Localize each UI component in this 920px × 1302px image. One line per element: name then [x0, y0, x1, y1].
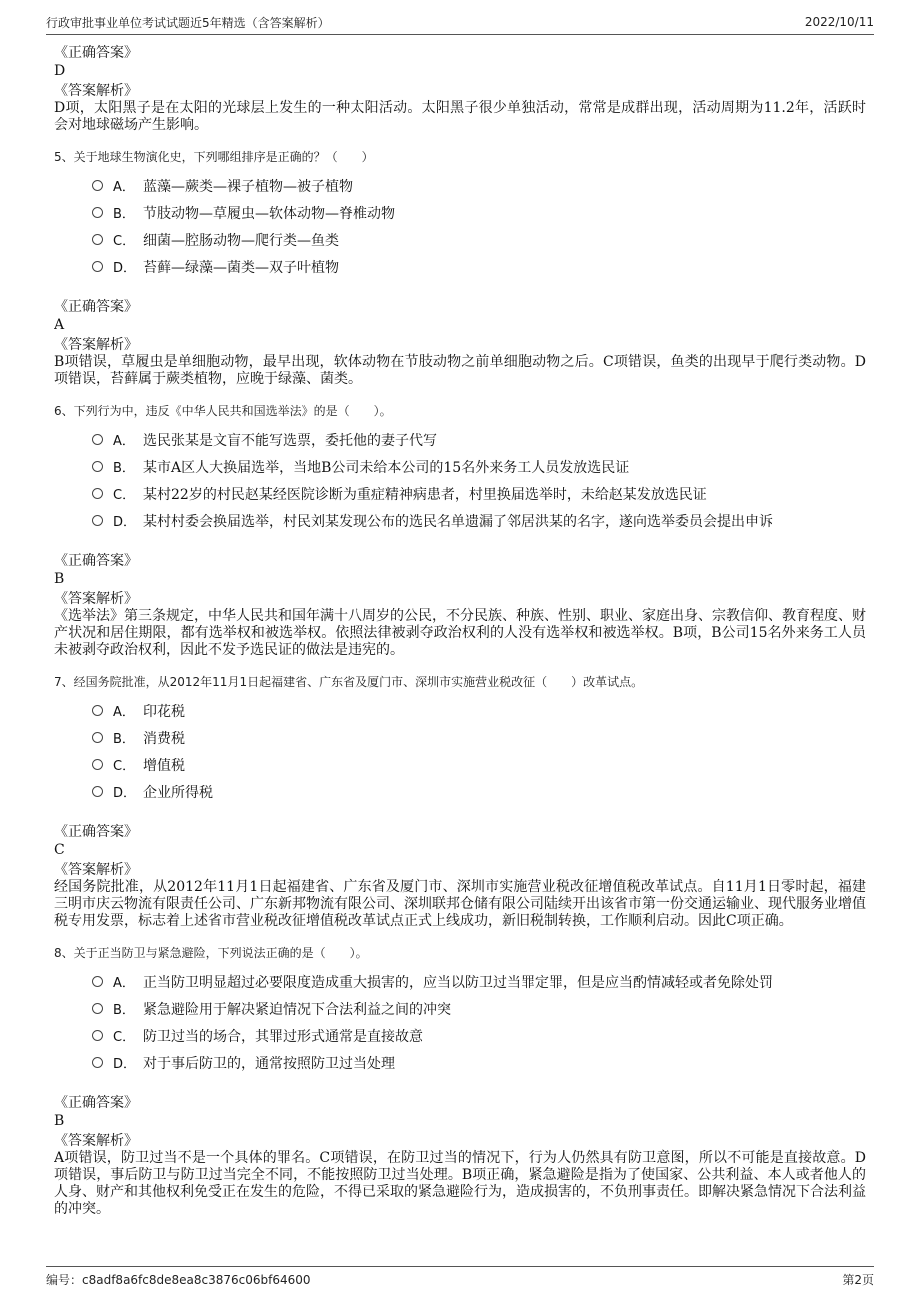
radio-icon[interactable]	[92, 976, 103, 987]
option-letter: B．	[113, 207, 135, 222]
option-text: 苔藓—绿藻—菌类—双子叶植物	[143, 259, 339, 276]
option-text: 紧急避险用于解决紧迫情况下合法利益之间的冲突	[143, 1001, 451, 1018]
correct-answer-label: 《正确答案》	[54, 553, 138, 569]
radio-icon[interactable]	[92, 261, 103, 272]
option-text: 正当防卫明显超过必要限度造成重大损害的，应当以防卫过当罪定罪，但是应当酌情减轻或者免除处罚	[143, 974, 773, 991]
option-list	[54, 426, 866, 534]
question-block	[54, 944, 866, 1218]
option-1[interactable]	[54, 724, 866, 751]
question-text: 6、下列行为中，违反《中华人民共和国选举法》的是（ ）。	[54, 404, 392, 418]
analysis-text: B项错误，草履虫是单细胞动物，最早出现，软体动物在节肢动物之前单细胞动物之后。C项错误，鱼类的出现早于爬行类动物。D项错误，苔藓属于蕨类植物，应晚于绿藻、菌类。	[54, 354, 866, 387]
correct-answer-label: 《正确答案》	[54, 824, 138, 840]
option-3[interactable]	[54, 253, 866, 280]
radio-icon[interactable]	[92, 434, 103, 445]
option-text: 增值税	[143, 757, 185, 774]
question-block	[54, 673, 866, 930]
question-list	[54, 148, 866, 1218]
analysis-label: 《答案解析》	[54, 337, 138, 353]
radio-icon[interactable]	[92, 234, 103, 245]
header-date: 2022/10/11	[804, 15, 874, 29]
correct-answer-label: 《正确答案》	[54, 1095, 138, 1111]
option-list	[54, 697, 866, 805]
option-text: 企业所得税	[143, 784, 213, 801]
option-text: 选民张某是文盲不能写选票，委托他的妻子代写	[143, 432, 437, 449]
analysis-label: 《答案解析》	[54, 862, 138, 878]
option-2[interactable]	[54, 1022, 866, 1049]
page-footer	[46, 1270, 874, 1288]
spacer	[54, 1076, 866, 1094]
question-block	[54, 148, 866, 388]
option-letter: A．	[113, 434, 135, 449]
question-text: 8、关于正当防卫与紧急避险，下列说法正确的是（ ）。	[54, 946, 368, 960]
correct-answer-label: 《正确答案》	[54, 45, 138, 61]
radio-icon[interactable]	[92, 732, 103, 743]
option-letter: C．	[113, 759, 136, 774]
spacer	[54, 805, 866, 823]
option-letter: C．	[113, 488, 136, 503]
analysis-label: 《答案解析》	[54, 1133, 138, 1149]
option-text: 蓝藻—蕨类—裸子植物—被子植物	[143, 178, 353, 195]
option-text: 对于事后防卫的，通常按照防卫过当处理	[143, 1055, 395, 1072]
option-letter: C．	[113, 1030, 136, 1045]
option-3[interactable]	[54, 507, 866, 534]
radio-icon[interactable]	[92, 461, 103, 472]
option-letter: D．	[113, 261, 137, 276]
radio-icon[interactable]	[92, 515, 103, 526]
option-0[interactable]	[54, 968, 866, 995]
option-list	[54, 172, 866, 280]
radio-icon[interactable]	[92, 786, 103, 797]
radio-icon[interactable]	[92, 1003, 103, 1014]
question-text: 7、经国务院批准，从2012年11月1日起福建省、广东省及厦门市、深圳市实施营业税改征（ ）改革试点。	[54, 675, 644, 689]
option-text: 细菌—腔肠动物—爬行类—鱼类	[143, 232, 339, 249]
correct-answer-value: A	[54, 317, 65, 333]
header-divider	[46, 34, 874, 35]
option-letter: D．	[113, 1057, 137, 1072]
analysis-label: 《答案解析》	[54, 591, 138, 607]
radio-icon[interactable]	[92, 207, 103, 218]
option-letter: A．	[113, 976, 135, 991]
option-letter: B．	[113, 1003, 135, 1018]
option-3[interactable]	[54, 778, 866, 805]
analysis-text: A项错误，防卫过当不是一个具体的罪名。C项错误，在防卫过当的情况下，行为人仍然具有防卫意图，所以不可能是直接故意。D项错误，事后防卫与防卫过当完全不同，不能按照防卫过当处理。B项正确，紧急避险是指为了使国家、公共利益、本人或者他人的人身、财产和其他权利免受正在发生的危险，不得已采取的紧急避险行为，造成损害的，不负刑事责任。即解决紧急情况下合法利益的冲突。	[54, 1150, 866, 1217]
option-0[interactable]	[54, 697, 866, 724]
radio-icon[interactable]	[92, 488, 103, 499]
radio-icon[interactable]	[92, 1030, 103, 1041]
correct-answer-value: D	[54, 63, 66, 79]
analysis-text: D项，太阳黑子是在太阳的光球层上发生的一种太阳活动。太阳黑子很少单独活动，常常是成群出现，活动周期为11.2年，活跃时会对地球磁场产生影响。	[54, 100, 866, 133]
option-text: 印花税	[143, 703, 185, 720]
option-text: 消费税	[143, 730, 185, 747]
spacer	[54, 280, 866, 298]
option-0[interactable]	[54, 172, 866, 199]
option-0[interactable]	[54, 426, 866, 453]
option-text: 某村村委会换届选举，村民刘某发现公布的选民名单遗漏了邻居洪某的名字，遂向选举委员会提出申诉	[143, 513, 773, 530]
document-body	[54, 44, 866, 1254]
analysis-text: 《选举法》第三条规定，中华人民共和国年满十八周岁的公民，不分民族、种族、性别、职业、家庭出身、宗教信仰、教育程度、财产状况和居住期限，都有选举权和被选举权。依照法律被剥夺政治权利的人没有选举权和被选举权。B项，B公司15名外来务工人员未被剥夺政治权利，因此不发予选民证的做法是违宪的。	[54, 608, 866, 658]
page-number: 第2页	[842, 1272, 874, 1287]
radio-icon[interactable]	[92, 180, 103, 191]
radio-icon[interactable]	[92, 1057, 103, 1068]
option-2[interactable]	[54, 226, 866, 253]
option-text: 某市A区人大换届选举，当地B公司未给本公司的15名外来务工人员发放选民证	[143, 459, 630, 476]
correct-answer-label: 《正确答案》	[54, 299, 138, 315]
option-letter: D．	[113, 515, 137, 530]
correct-answer-value: B	[54, 1113, 65, 1129]
option-letter: C．	[113, 234, 136, 249]
option-list	[54, 968, 866, 1076]
question-block	[54, 402, 866, 659]
option-letter: D．	[113, 786, 137, 801]
option-3[interactable]	[54, 1049, 866, 1076]
question-text: 5、关于地球生物演化史，下列哪组排序是正确的？（ ）	[54, 150, 374, 164]
radio-icon[interactable]	[92, 759, 103, 770]
option-1[interactable]	[54, 453, 866, 480]
option-letter: B．	[113, 732, 135, 747]
option-text: 防卫过当的场合，其罪过形式通常是直接故意	[143, 1028, 423, 1045]
option-text: 节肢动物—草履虫—软体动物—脊椎动物	[143, 205, 395, 222]
page-header	[46, 12, 874, 32]
document-id: 编号：c8adf8a6fc8de8ea8c3876c06bf64600	[46, 1272, 311, 1287]
option-text: 某村22岁的村民赵某经医院诊断为重症精神病患者，村里换届选举时，未给赵某发放选民证	[143, 486, 707, 503]
option-2[interactable]	[54, 480, 866, 507]
analysis-text: 经国务院批准，从2012年11月1日起福建省、广东省及厦门市、深圳市实施营业税改征增值税改革试点。自11月1日零时起，福建三明市庆云物流有限责任公司、广东新邦物流有限公司、深圳联邦仓储有限公司陆续开出该省市第一份交通运输业、现代服务业增值税专用发票，标志着上述省市营业税改征增值税改革试点正式上线成功，新旧税制转换，工作顺利启动。因此C项正确。	[54, 879, 866, 929]
analysis-label: 《答案解析》	[54, 83, 138, 99]
correct-answer-value: B	[54, 571, 65, 587]
radio-icon[interactable]	[92, 705, 103, 716]
option-letter: B．	[113, 461, 135, 476]
option-1[interactable]	[54, 199, 866, 226]
option-letter: A．	[113, 705, 135, 720]
option-letter: A．	[113, 180, 135, 195]
option-1[interactable]	[54, 995, 866, 1022]
option-2[interactable]	[54, 751, 866, 778]
correct-answer-value: C	[54, 842, 65, 858]
footer-divider	[46, 1266, 874, 1267]
intro-block	[54, 44, 866, 134]
spacer	[54, 534, 866, 552]
document-title: 行政审批事业单位考试试题近5年精选（含答案解析）	[46, 15, 330, 30]
